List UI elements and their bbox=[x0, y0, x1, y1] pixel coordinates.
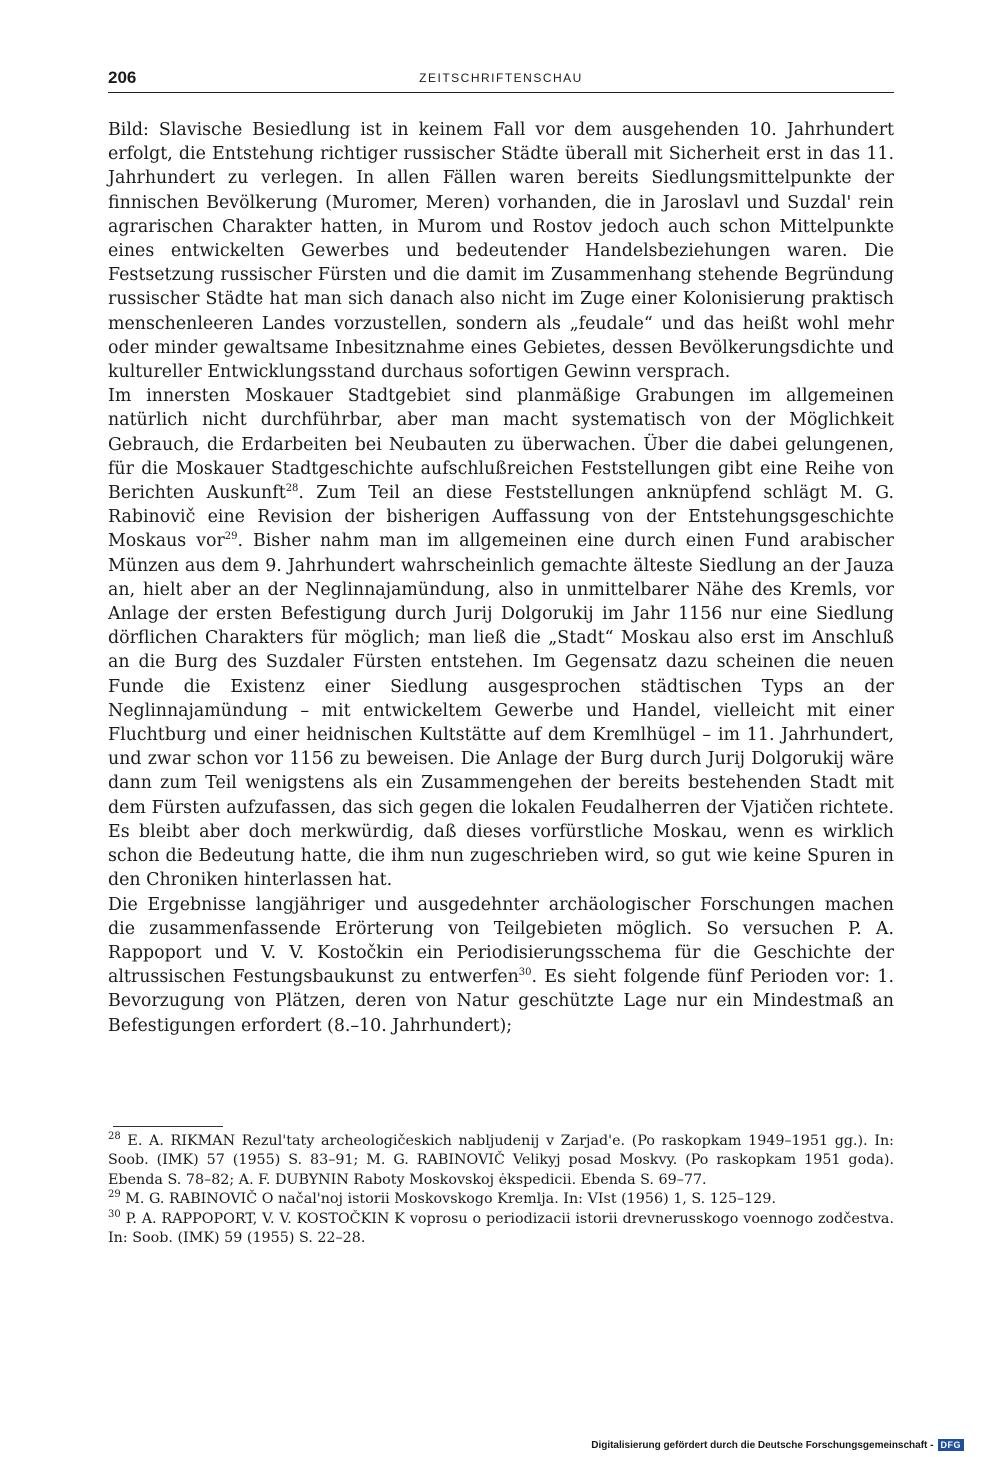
footnote-ref-30: 30 bbox=[518, 967, 532, 979]
footnote-28: $^{28}$ E. A. RIKMAN Rezul'taty archeologičeskich nabljudenij v Zarjad'e. (Po raskopkam 1949–1951 gg.). In: Soob. (IMK) 57 (1955) S. 83–91; M. G. RABINOVIČ Velikyj posad Moskvy. (Po raskopkam 1951 goda). Ebenda S. 78–82; A. F. DUBYNIN Raboty Moskovskoj ėkspedicii. Ebenda S. 69–77. bbox=[108, 1131, 894, 1188]
page-number: 206 bbox=[108, 68, 137, 87]
digitization-note bbox=[591, 1439, 964, 1451]
paragraph-2: Im innersten Moskauer Stadtgebiet sind planmäßige Grabungen im allgemeinen natürlich nicht durchführbar, aber man macht systematisch von der Möglichkeit Gebrauch, die Erdarbeiten bei Neubauten zu überwachen. Über die dabei gelungenen, für die Moskauer Stadtgeschichte aufschlußreichen Feststellungen gibt eine Reihe von Berichten Auskunft$^{28}$. Zum Teil an diese Feststellungen anknüpfend schlägt M. G. Rabinovič eine Revision der bisherigen Auffassung von der Entstehungsgeschichte Moskaus vor$^{29}$. Bisher nahm man im allgemeinen eine durch einen Fund arabischer Münzen aus dem 9. Jahrhundert wahrscheinlich gemachte älteste Siedlung an der Jauza an, hielt aber an der Neglinnajamündung, also in unmittelbarer Nähe des Kremls, vor Anlage der ersten Befestigung durch Jurij Dolgorukij im Jahr 1156 nur eine Siedlung dörflichen Charakters für möglich; man ließ die „Stadt“ Moskau also erst im Anschluß an die Burg des Suzdaler Fürsten entstehen. Im Gegensatz dazu scheinen die neuen Funde die Existenz einer Siedlung ausgesprochen städtischen Typs an der Neglinnajamündung – mit entwickeltem Gewerbe und Handel, vielleicht mit einer Fluchtburg und einer heidnischen Kultstätte auf dem Kremlhügel – im 11. Jahrhundert, und zwar schon vor 1156 zu beweisen. Die Anlage der Burg durch Jurij Dolgorukij wäre dann zum Teil wenigstens als ein Zusammengehen der bereits bestehenden Stadt mit dem Fürsten aufzufassen, das sich gegen die lokalen Feudalherren der Vjatičen richtete. Es bleibt aber doch merkwürdig, daß dieses vorfürstliche Moskau, wenn es wirklich schon die Bedeutung hatte, die ihm nun zugeschrieben wird, so gut wie keine Spuren in den Chroniken hinterlassen hat. bbox=[108, 386, 895, 891]
page-header bbox=[108, 66, 894, 93]
footnote-divider bbox=[113, 1126, 223, 1127]
footnotes bbox=[108, 1132, 894, 1248]
dfg-logo-icon[interactable]: DFG bbox=[938, 1439, 965, 1451]
running-title: ZEITSCHRIFTENSCHAU bbox=[419, 71, 583, 85]
footnote-30: $^{30}$ P. A. RAPPOPORT, V. V. KOSTOČKIN K voprosu o periodizacii istorii drevnerusskogo voennogo zodčestva. In: Soob. (IMK) 59 (1955) S. 22–28. bbox=[108, 1208, 895, 1247]
footnote-29: $^{29}$ M. G. RABINOVIČ O načal'noj istorii Moskovskogo Kremlja. In: VIst (1956) 1, S. 125–129. bbox=[108, 1189, 777, 1208]
footnote-ref-29: 29 bbox=[224, 531, 238, 543]
paragraph-3: Die Ergebnisse langjähriger und ausgedehnter archäologischer Forschungen machen die zusammenfassende Erörterung von Teilgebieten möglich. So versuchen P. A. Rappoport und V. V. Kostočkin ein Periodisierungsschema für die Geschichte der altrussischen Festungsbaukunst zu entwerfen$^{30}$. Es sieht folgende fünf Perioden vor: 1. Bevorzugung von Plätzen, deren von Natur geschützte Lage nur ein Mindestmaß an Befestigungen erfordert (8.–10. Jahrhundert); bbox=[108, 894, 894, 1036]
footnote-ref-28: 28 bbox=[285, 483, 299, 495]
digitization-text: Digitalisierung gefördert durch die Deutsche Forschungsgemeinschaft - bbox=[591, 1439, 934, 1451]
body-text bbox=[108, 118, 894, 1038]
paragraph-1: Bild: Slavische Besiedlung ist in keinem Fall vor dem ausgehenden 10. Jahrhundert erfolgt, die Entstehung richtiger russischer Städte überall mit Sicherheit erst in das 11. Jahrhundert zu verlegen. In allen Fällen waren bereits Siedlungsmittelpunkte der finnischen Bevölkerung (Muromer, Meren) vorhanden, die in Jaroslavl und Suzdal' rein agrarischen Charakter hatten, in Murom und Rostov jedoch auch schon Mittelpunkte eines entwickelten Gewerbes und bedeutender Handelsbeziehungen waren. Die Festsetzung russischer Fürsten und die damit im Zusammenhang stehende Begründung russischer Städte hat man sich danach also nicht im Zuge einer Kolonisierung praktisch menschenleeren Landes vorzustellen, sondern als „feudale“ und das heißt wohl mehr oder minder gewaltsame Inbesitznahme eines Gebietes, dessen Bevölkerungsdichte und kultureller Entwicklungsstand durchaus sofortigen Gewinn versprach. bbox=[108, 120, 894, 383]
